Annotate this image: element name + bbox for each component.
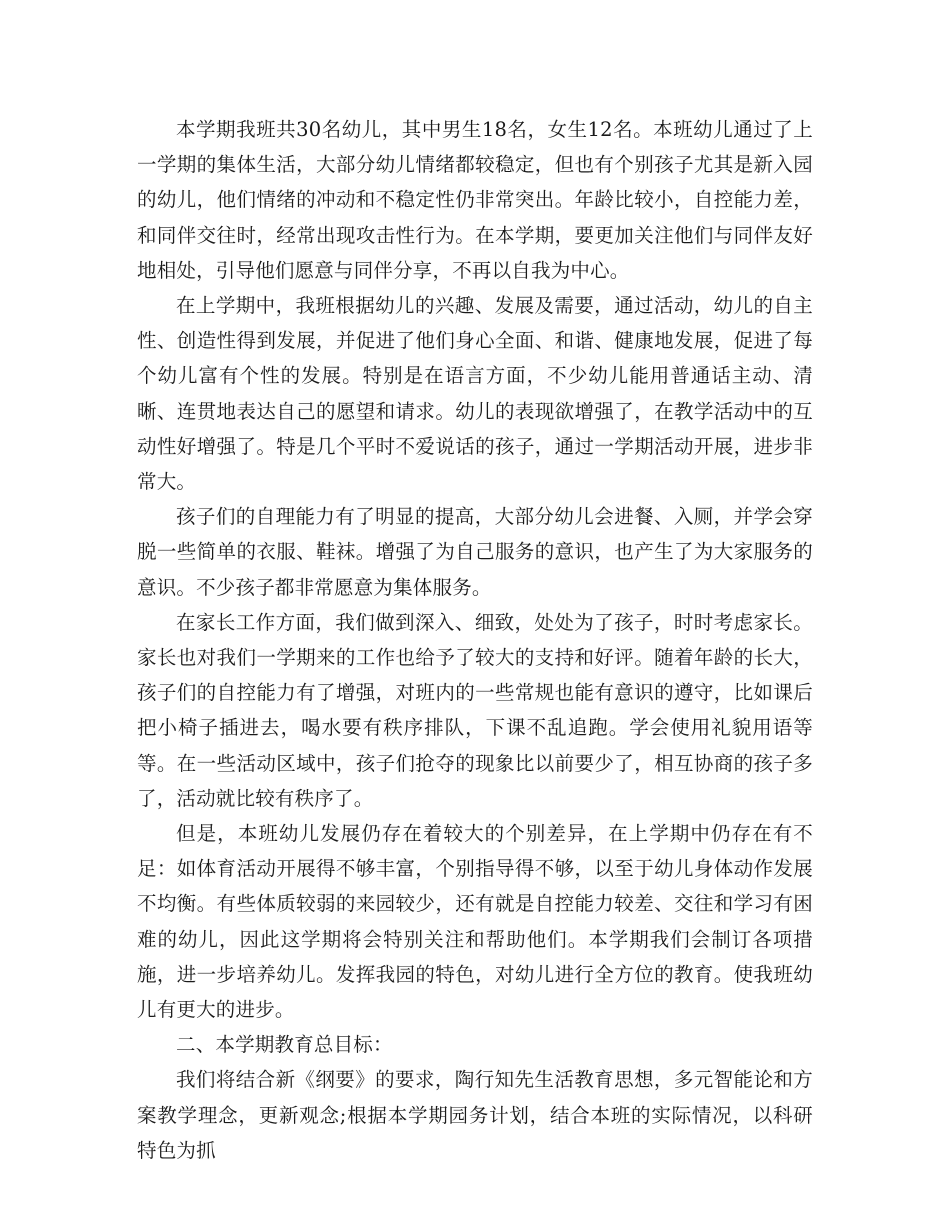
paragraph-self-care: 孩子们的自理能力有了明显的提高，大部分幼儿会进餐、入厕，并学会穿脱一些简单的衣服、鞋袜。增强了为自己服务的意识，也产生了为大家服务的意识。不少孩子都非常愿意为集体服务。 — [137, 505, 813, 599]
paragraph-parent-work: 在家长工作方面，我们做到深入、细致，处处为了孩子，时时考虑家长。家长也对我们一学期来的工作也给予了较大的支持和好评。随着年龄的长大，孩子们的自控能力有了增强，对班内的一些常规也能有意识的遵守，比如课后把小椅子插进去，喝水要有秩序排队，下课不乱追跑。学会使用礼貌用语等等。在一些活动区域中，孩子们抢夺的现象比以前要少了，相互协商的孩子多了，活动就比较有秩序了。 — [137, 610, 813, 810]
paragraph-class-overview: 本学期我班共30名幼儿，其中男生18名，女生12名。本班幼儿通过了上一学期的集体生活，大部分幼儿情绪都较稳定，但也有个别孩子尤其是新入园的幼儿，他们情绪的冲动和不稳定性仍非常突出。年龄比较小，自控能力差，和同伴交往时，经常出现攻击性行为。在本学期，要更加关注他们与同伴友好地相处，引导他们愿意与同伴分享，不再以自我为中心。 — [137, 118, 813, 282]
document-body — [137, 112, 813, 1168]
paragraph-last-semester-development: 在上学期中，我班根据幼儿的兴趣、发展及需要，通过活动，幼儿的自主性、创造性得到发展，并促进了他们身心全面、和谐、健康地发展，促进了每个幼儿富有个性的发展。特别是在语言方面，不少幼儿能用普通话主动、清晰、连贯地表达自己的愿望和请求。幼儿的表现欲增强了，在教学活动中的互动性好增强了。特是几个平时不爱说话的孩子，通过一学期活动开展，进步非常大。 — [137, 294, 813, 494]
paragraph-shortcomings: 但是，本班幼儿发展仍存在着较大的个别差异，在上学期中仍存在有不足：如体育活动开展得不够丰富，个别指导得不够，以至于幼儿身体动作发展不均衡。有些体质较弱的来园较少，还有就是自控能力较差、交往和学习有困难的幼儿，因此这学期将会特别关注和帮助他们。本学期我们会制订各项措施，进一步培养幼儿。发挥我园的特色，对幼儿进行全方位的教育。使我班幼儿有更大的进步。 — [137, 822, 813, 1022]
paragraph-goals: 我们将结合新《纲要》的要求，陶行知先生活教育思想，多元智能论和方案教学理念，更新观念;根据本学期园务计划，结合本班的实际情况，以科研特色为抓 — [137, 1068, 813, 1162]
section-heading-goals: 二、本学期教育总目标： — [176, 1033, 393, 1057]
